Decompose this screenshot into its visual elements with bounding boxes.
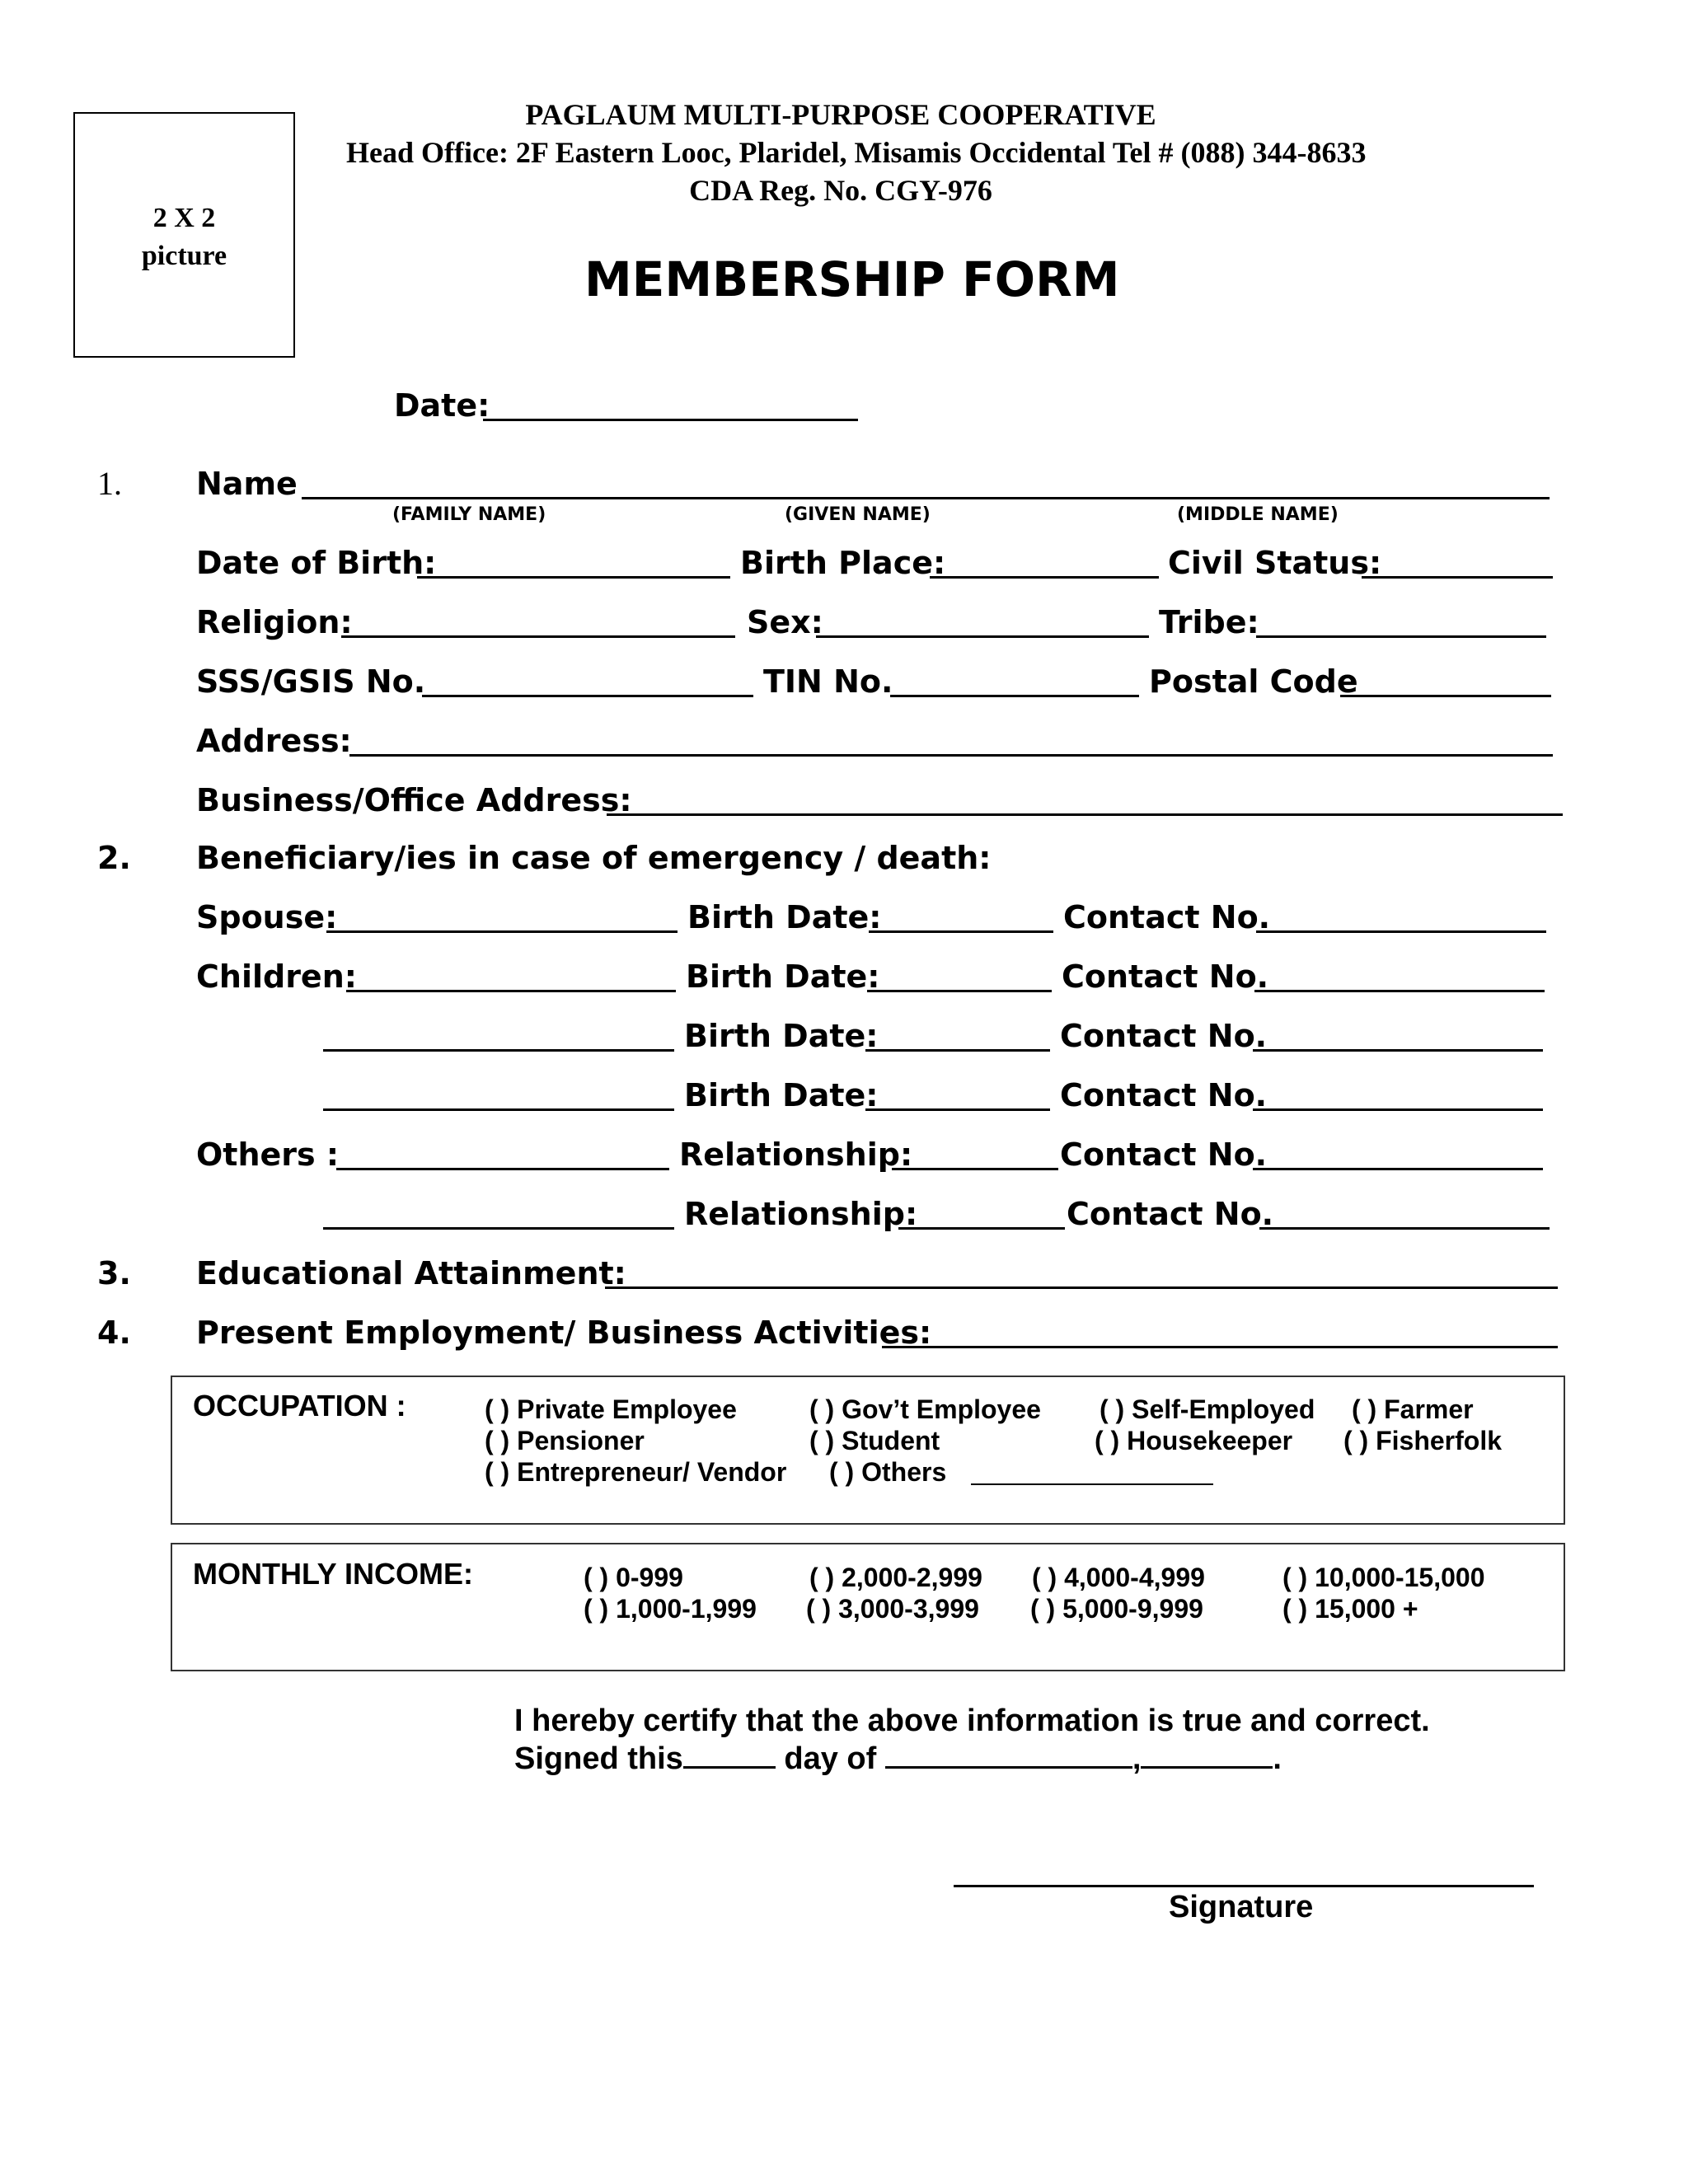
signed-year-field[interactable] <box>1141 1741 1273 1769</box>
income-option-5000-9999[interactable]: ( ) 5,000-9,999 <box>1030 1594 1203 1624</box>
date-of-birth-field[interactable] <box>417 576 730 579</box>
address-field[interactable] <box>349 754 1553 757</box>
signed-line <box>514 1740 1282 1778</box>
business-address-field[interactable] <box>607 813 1563 816</box>
section-1-number: 1. <box>97 465 122 502</box>
employment-field[interactable] <box>882 1346 1558 1348</box>
postal-code-field[interactable] <box>1340 695 1551 697</box>
signature-line[interactable] <box>954 1885 1534 1887</box>
child-2-contact-field[interactable] <box>1253 1049 1543 1052</box>
income-option-1000-1999[interactable]: ( ) 1,000-1,999 <box>584 1594 757 1624</box>
postal-code-label: Postal Code <box>1149 663 1358 700</box>
employment-label: Present Employment/ Business Activities: <box>196 1315 932 1351</box>
occupation-label: OCCUPATION : <box>193 1389 406 1422</box>
other-1-field[interactable] <box>336 1168 669 1170</box>
education-label: Educational Attainment: <box>196 1255 626 1291</box>
other-2-relationship-field[interactable] <box>898 1227 1065 1230</box>
occupation-option-pensioner[interactable]: ( ) Pensioner <box>485 1426 645 1455</box>
tribe-label: Tribe: <box>1159 604 1259 640</box>
child-1-birth-date-field[interactable] <box>867 990 1052 992</box>
other-2-contact-field[interactable] <box>1259 1227 1550 1230</box>
signature-label: Signature <box>1169 1890 1314 1924</box>
child-3-birth-date-label: Birth Date: <box>684 1077 879 1113</box>
middle-name-caption: (MIDDLE NAME) <box>1177 504 1339 525</box>
child-1-contact-field[interactable] <box>1254 990 1545 992</box>
org-address: Head Office: 2F Eastern Looc, Plaridel, Misamis Occidental Tel # (088) 344-8633 <box>346 136 1367 169</box>
child-1-birth-date-label: Birth Date: <box>686 958 880 995</box>
occupation-option-student[interactable]: ( ) Student <box>809 1426 940 1455</box>
civil-status-field[interactable] <box>1362 576 1553 579</box>
address-label: Address: <box>196 723 352 759</box>
child-1-contact-label: Contact No. <box>1062 958 1269 995</box>
photo-box-label-line2: picture <box>141 241 227 271</box>
date-label: Date: <box>394 387 490 424</box>
photo-box[interactable] <box>73 112 295 358</box>
occupation-option-housekeeper[interactable]: ( ) Housekeeper <box>1095 1426 1293 1455</box>
child-3-contact-label: Contact No. <box>1060 1077 1268 1113</box>
child-3-contact-field[interactable] <box>1253 1108 1543 1111</box>
tin-label: TIN No. <box>763 663 893 700</box>
occupation-option-private-employee[interactable]: ( ) Private Employee <box>485 1394 737 1424</box>
birth-place-label: Birth Place: <box>740 545 946 581</box>
signed-day-field[interactable] <box>683 1741 776 1769</box>
reg-number: CDA Reg. No. CGY-976 <box>689 174 992 207</box>
date-of-birth-label: Date of Birth: <box>196 545 437 581</box>
income-option-4000-4999[interactable]: ( ) 4,000-4,999 <box>1032 1563 1205 1592</box>
occupation-option-govt-employee[interactable]: ( ) Gov’t Employee <box>809 1394 1041 1424</box>
spouse-contact-label: Contact No. <box>1063 899 1271 935</box>
other-2-relationship-label: Relationship: <box>684 1196 918 1232</box>
civil-status-label: Civil Status: <box>1168 545 1382 581</box>
other-1-contact-field[interactable] <box>1253 1168 1543 1170</box>
page-title: MEMBERSHIP FORM <box>584 251 1120 307</box>
child-3-field[interactable] <box>323 1108 674 1111</box>
day-of-label: day of <box>784 1741 877 1776</box>
other-2-contact-label: Contact No. <box>1067 1196 1274 1232</box>
family-name-caption: (FAMILY NAME) <box>392 504 546 525</box>
signed-this-label: Signed this <box>514 1741 683 1776</box>
income-option-2000-2999[interactable]: ( ) 2,000-2,999 <box>809 1563 982 1592</box>
occupation-option-entrepreneur[interactable]: ( ) Entrepreneur/ Vendor <box>485 1457 787 1487</box>
income-label: MONTHLY INCOME: <box>193 1557 474 1591</box>
section-2-number: 2. <box>97 840 131 876</box>
spouse-birth-date-field[interactable] <box>869 930 1053 933</box>
spouse-birth-date-label: Birth Date: <box>687 899 882 935</box>
income-option-3000-3999[interactable]: ( ) 3,000-3,999 <box>806 1594 979 1624</box>
child-1-field[interactable] <box>346 990 676 992</box>
birth-place-field[interactable] <box>930 576 1159 579</box>
occupation-option-others[interactable]: ( ) Others <box>829 1457 947 1487</box>
occupation-others-field[interactable] <box>971 1483 1213 1485</box>
spouse-label: Spouse: <box>196 899 338 935</box>
section-4-number: 4. <box>97 1315 131 1351</box>
income-option-15000-plus[interactable]: ( ) 15,000 + <box>1282 1594 1418 1624</box>
photo-box-label <box>75 199 293 275</box>
other-1-contact-label: Contact No. <box>1060 1137 1268 1173</box>
other-1-relationship-label: Relationship: <box>679 1137 913 1173</box>
other-1-relationship-field[interactable] <box>892 1168 1058 1170</box>
occupation-option-fisherfolk[interactable]: ( ) Fisherfolk <box>1343 1426 1503 1455</box>
name-field[interactable] <box>302 497 1550 499</box>
child-2-birth-date-label: Birth Date: <box>684 1018 879 1054</box>
beneficiary-heading: Beneficiary/ies in case of emergency / death: <box>196 840 992 876</box>
other-2-field[interactable] <box>323 1227 674 1230</box>
certification-text: I hereby certify that the above information is true and correct. <box>514 1704 1430 1738</box>
sex-field[interactable] <box>816 635 1149 638</box>
spouse-field[interactable] <box>326 930 678 933</box>
date-field[interactable] <box>483 419 858 421</box>
children-label: Children: <box>196 958 357 995</box>
photo-box-label-line1: 2 X 2 <box>152 203 216 233</box>
occupation-option-farmer[interactable]: ( ) Farmer <box>1352 1394 1474 1424</box>
section-3-number: 3. <box>97 1255 131 1291</box>
child-2-field[interactable] <box>323 1049 674 1052</box>
spouse-contact-field[interactable] <box>1256 930 1546 933</box>
child-3-birth-date-field[interactable] <box>865 1108 1050 1111</box>
org-name: PAGLAUM MULTI-PURPOSE COOPERATIVE <box>525 98 1156 131</box>
period: . <box>1273 1741 1282 1776</box>
occupation-option-self-employed[interactable]: ( ) Self-Employed <box>1100 1394 1315 1424</box>
income-option-0-999[interactable]: ( ) 0-999 <box>584 1563 683 1592</box>
name-label: Name <box>196 466 298 502</box>
others-label: Others : <box>196 1137 340 1173</box>
religion-field[interactable] <box>341 635 735 638</box>
tribe-field[interactable] <box>1256 635 1546 638</box>
education-field[interactable] <box>605 1286 1558 1289</box>
tin-field[interactable] <box>890 695 1139 697</box>
income-option-10000-15000[interactable]: ( ) 10,000-15,000 <box>1282 1563 1485 1592</box>
religion-label: Religion: <box>196 604 353 640</box>
comma: , <box>1132 1741 1142 1776</box>
sss-gsis-field[interactable] <box>422 695 753 697</box>
given-name-caption: (GIVEN NAME) <box>785 504 931 525</box>
sss-gsis-label: SSS/GSIS No. <box>196 663 426 700</box>
signed-month-field[interactable] <box>885 1741 1132 1769</box>
child-2-birth-date-field[interactable] <box>865 1049 1050 1052</box>
sex-label: Sex: <box>747 604 823 640</box>
business-address-label: Business/Office Address: <box>196 782 632 818</box>
child-2-contact-label: Contact No. <box>1060 1018 1268 1054</box>
